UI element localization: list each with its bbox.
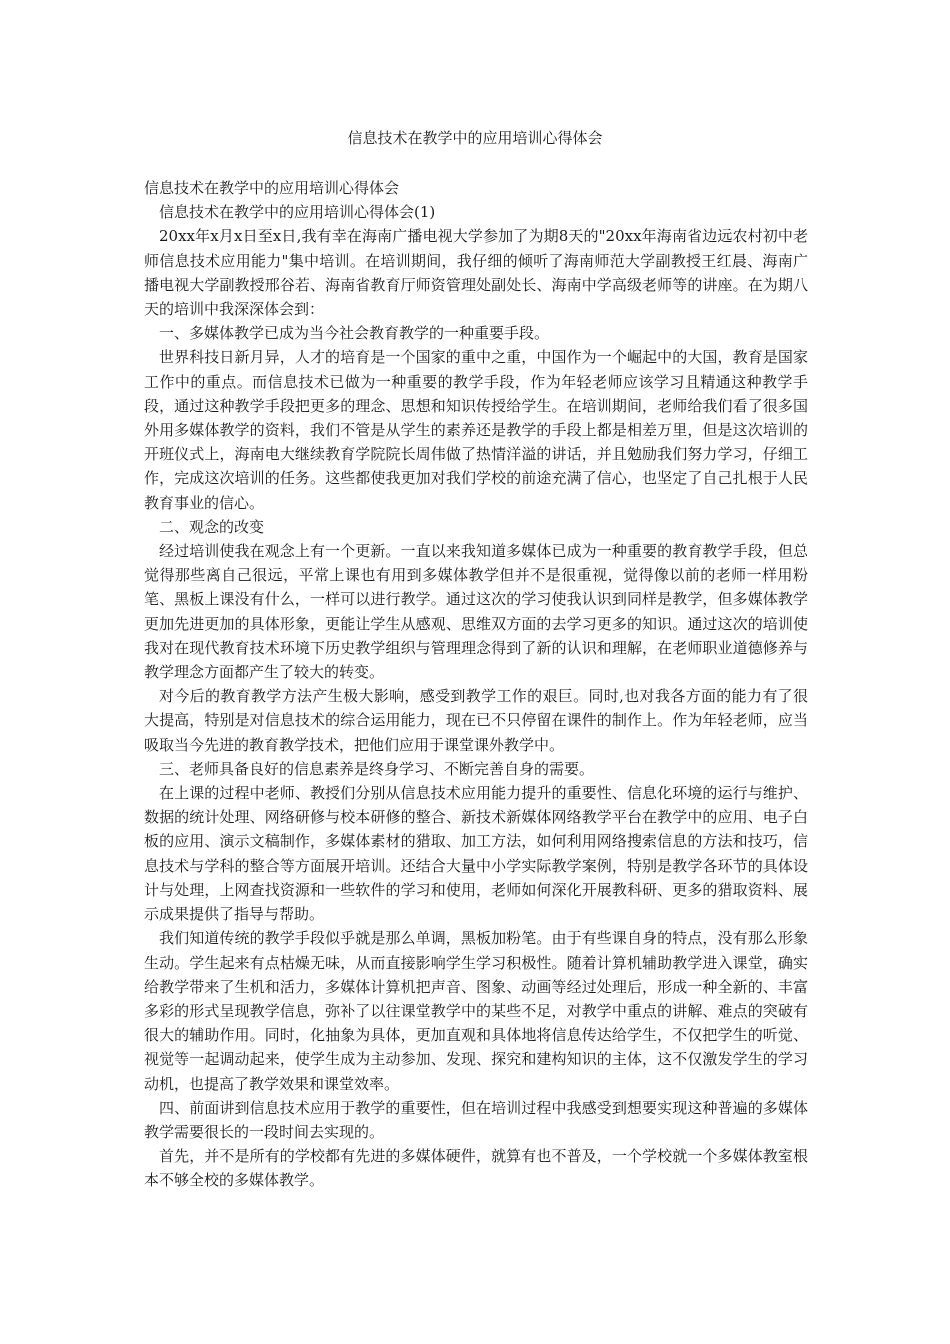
section-heading: 一、多媒体教学已成为当今社会教育教学的一种重要手段。: [159, 324, 550, 343]
document-title: 信息技术在教学中的应用培训心得体会: [347, 129, 603, 147]
paragraph: 信息技术在教学中的应用培训心得体会(1): [159, 203, 436, 222]
paragraph: 经过培训使我在观念上有一个更新。一直以来我知道多媒体已成为一种重要的教育教学手段，但总觉得那些离自己很远，平常上课也有用到多媒体教学但并不是很重视，觉得像以前的老师一样用粉笔、黑板上课没有什么，一样可以进行教学。通过这次的学习使我认识到同样是教学，但多媒体教学更加先进更加的具体形象，更能让学生从感观、思维双方面的去学习更多的知识。通过这次的培训使我对在现代教育技术环境下历史教学组织与管理理念得到了新的认识和理解，在老师职业道德修养与教学理念方面都产生了较大的转变。: [144, 542, 808, 682]
paragraph: 我们知道传统的教学手段似乎就是那么单调，黑板加粉笔。由于有些课自身的特点，没有那么形象生动。学生起来有点枯燥无味，从而直接影响学生学习积极性。随着计算机辅助教学进入课堂，确实给教学带来了生机和活力，多媒体计算机把声音、图象、动画等经过处理后，形成一种全新的、丰富多彩的形式呈现教学信息，弥补了以往课堂教学中的某些不足，对教学中重点的讲解、难点的突破有很大的辅助作用。同时，化抽象为具体，更加直观和具体地将信息传达给学生，不仅把学生的听觉、视觉等一起调动起来，使学生成为主动参加、发现、探究和建构知识的主体，这不仅激发学生的学习动机，也提高了教学效果和课堂效率。: [144, 929, 808, 1093]
paragraph: 在上课的过程中老师、教授们分别从信息技术应用能力提升的重要性、信息化环境的运行与维护、数据的统计处理、网络研修与校本研修的整合、新技术新媒体网络教学平台在教学中的应用、电子白板的应用、演示文稿制作，多媒体素材的猎取、加工方法，如何利用网络搜索信息的方法和技巧，信息技术与学科的整合等方面展开培训。还结合大量中小学实际教学案例，特别是教学各环节的具体设计与处理，上网查找资源和一些软件的学习和使用，老师如何深化开展教科研、更多的猎取资料、展示成果提供了指导与帮助。: [144, 784, 808, 924]
section-heading: 三、老师具备良好的信息素养是终身学习、不断完善自身的需要。: [159, 759, 595, 778]
paragraph: 信息技术在教学中的应用培训心得体会: [144, 179, 400, 197]
paragraph: 对今后的教育教学方法产生极大影响，感受到教学工作的艰巨。同时,也对我各方面的能力有了很大提高，特别是对信息技术的综合运用能力，现在已不只停留在课件的制作上。作为年轻老师，应当吸取当今先进的教育教学技术，把他们应用于课堂课外教学中。: [144, 687, 808, 754]
paragraph: 世界科技日新月异，人才的培育是一个国家的重中之重，中国作为一个崛起中的大国，教育是国家工作中的重点。而信息技术已做为一种重要的教学手段，作为年轻老师应该学习且精通这种教学手段，通过这种教学手段把更多的理念、思想和知识传授给学生。在培训期间，老师给我们看了很多国外用多媒体教学的资料，我们不管是从学生的素养还是教学的手段上都是相差万里，但是这次培训的开班仪式上，海南电大继续教育学院院长周伟做了热情洋溢的讲话，并且勉励我们努力学习，仔细工作，完成这次培训的任务。这些都使我更加对我们学校的前途充满了信心，也坚定了自己扎根于人民教育事业的信心。: [144, 348, 808, 512]
section-heading: 四、前面讲到信息技术应用于教学的重要性，但在培训过程中我感受到想要实现这种普遍的多媒体教学需要很长的一段时间去实现的。: [144, 1098, 808, 1141]
paragraph: 20xx年x月x日至x日,我有幸在海南广播电视大学参加了为期8天的"20xx年海南省边远农村初中老师信息技术应用能力"集中培训。在培训期间，我仔细的倾听了海南师范大学副教授王红晨、海南广播电视大学副教授邢谷若、海南省教育厅师资管理处副处长、海南中学高级老师等的讲座。在为期八天的培训中我深深体会到：: [144, 227, 808, 319]
document-body: [144, 176, 808, 1193]
section-heading: 二、观念的改变: [159, 517, 265, 536]
paragraph: 首先，并不是所有的学校都有先进的多媒体硬件，就算有也不普及，一个学校就一个多媒体教室根本不够全校的多媒体教学。: [144, 1147, 808, 1190]
